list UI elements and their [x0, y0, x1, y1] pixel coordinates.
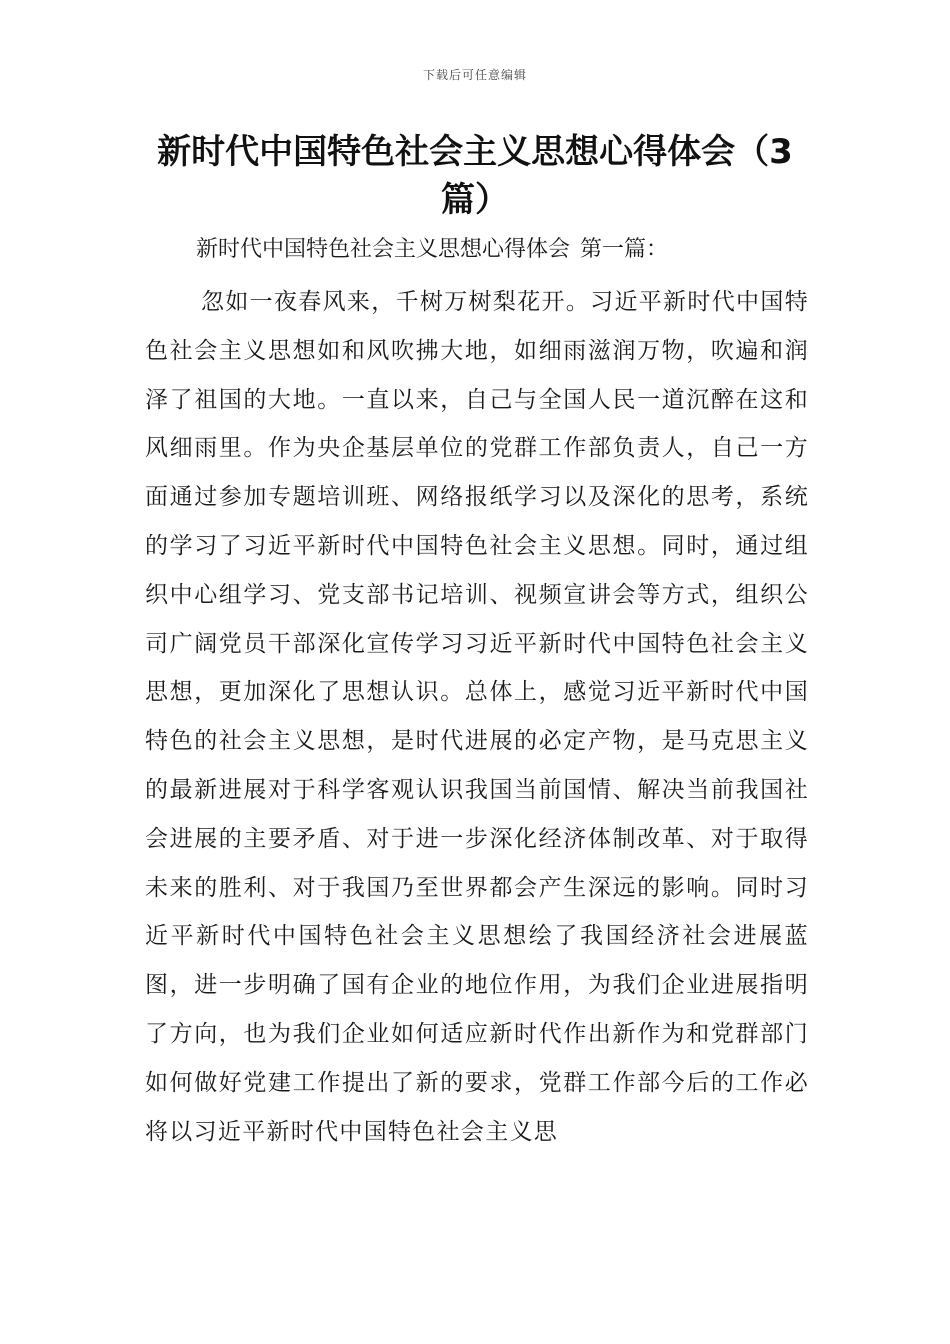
section-heading-text: 新时代中国特色社会主义思想心得体会 [196, 237, 571, 262]
section-part-label: 第一篇： [580, 237, 669, 262]
document-title: 新时代中国特色社会主义思想心得体会（3篇） [157, 132, 793, 220]
header-note: 下载后可任意编辑 [422, 68, 527, 82]
body-paragraph: 忽如一夜春风来，千树万树梨花开。习近平新时代中国特色社会主义思想如和风吹拂大地，如细雨滋润万物，吹遍和润泽了祖国的大地。一直以来，自己与全国人民一道沉醉在这和风细雨里。作为央企基层单位的党群工作部负责人，自己一方面通过参加专题培训班、网络报纸学习以及深化的思考，系统的学习了习近平新时代中国特色社会主义思想。同时，通过组织中心组学习、党支部书记培训、视频宣讲会等方式，组织公司广阔党员干部深化宣传学习习近平新时代中国特色社会主义思想，更加深化了思想认识。总体上，感觉习近平新时代中国特色的社会主义思想，是时代进展的必定产物，是马克思主义的最新进展对于科学客观认识我国当前国情、解决当前我国社会进展的主要矛盾、对于进一步深化经济体制改革、对于取得未来的胜利、对于我国乃至世界都会产生深远的影响。同时习近平新时代中国特色社会主义思想绘了我国经济社会进展蓝图，进一步明确了国有企业的地位作用，为我们企业进展指明了方向，也为我们企业如何适应新时代作出新作为和党群部门如何做好党建工作提出了新的要求，党群工作部今后的工作必将以习近平新时代中国特色社会主义思 [145, 289, 809, 1145]
section-heading [196, 230, 816, 270]
